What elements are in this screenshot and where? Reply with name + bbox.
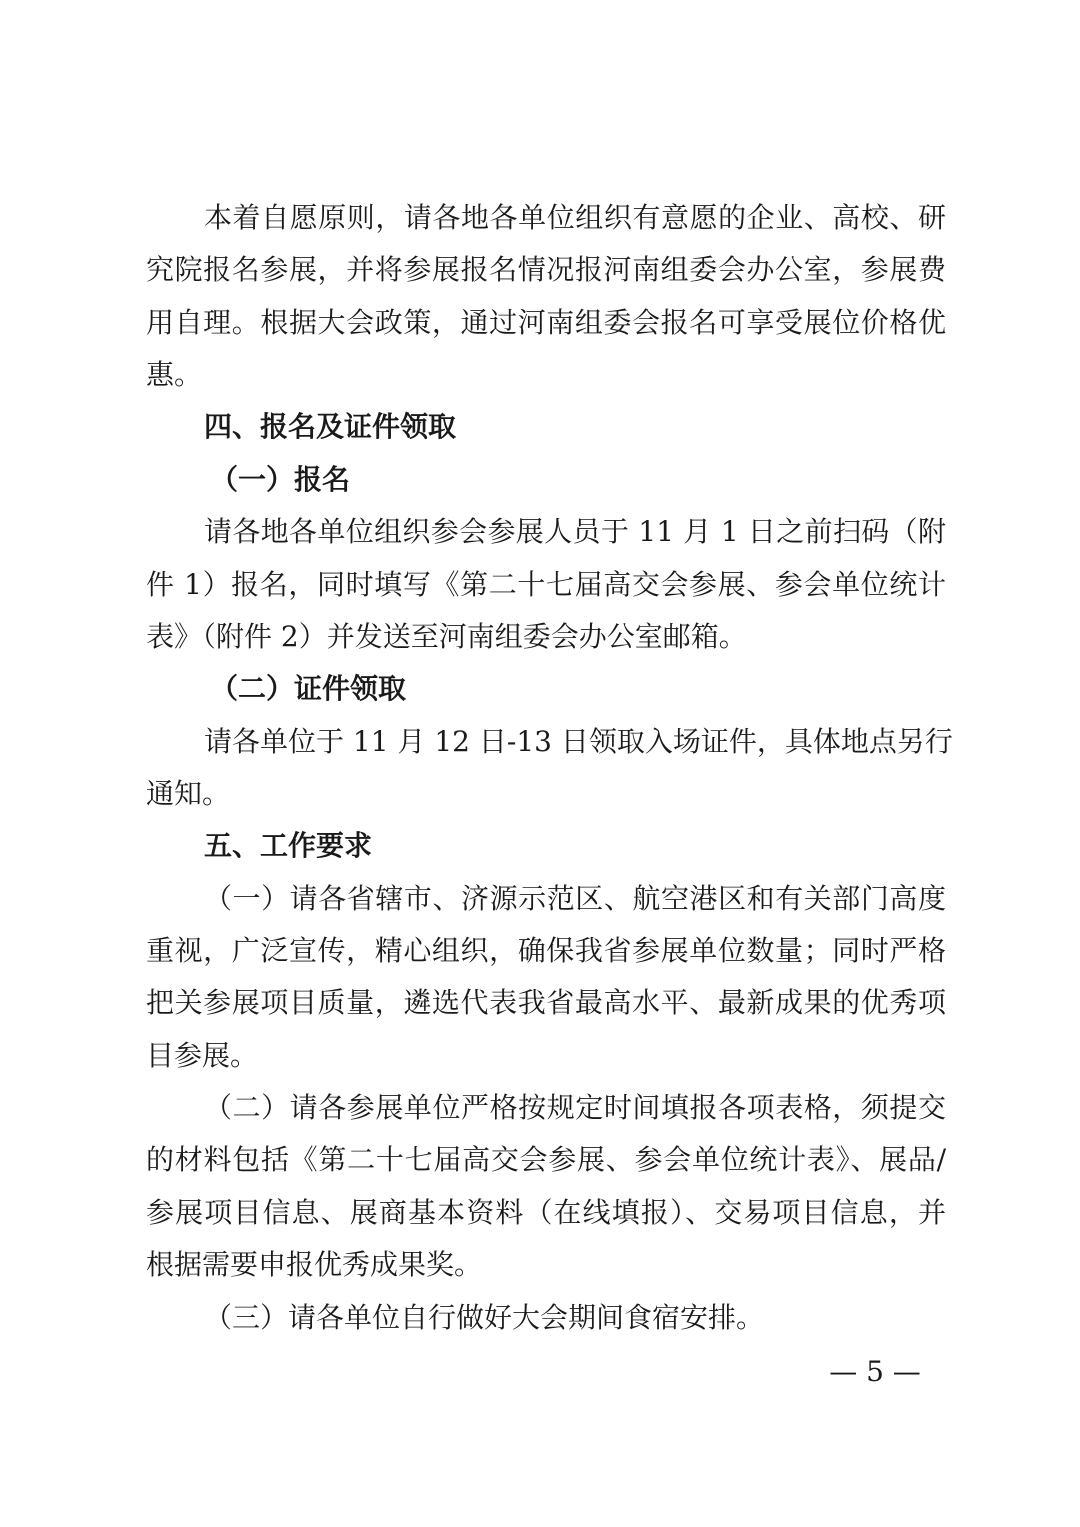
paragraph-line: 请各地各单位组织参会参展人员于 11 月 1 日之前扫码（附 bbox=[204, 515, 946, 548]
subsection-heading: （二）证件领取 bbox=[210, 672, 407, 705]
section-heading: 四、报名及证件领取 bbox=[204, 410, 457, 443]
subsection-heading: （一）报名 bbox=[210, 463, 351, 496]
paragraph-line: 通知。 bbox=[146, 777, 231, 810]
paragraph-line: 究院报名参展，并将参展报名情况报河南组委会办公室，参展费 bbox=[146, 253, 946, 286]
paragraph-line: 的材料包括《第二十七届高交会参展、参会单位统计表》、展品/ bbox=[146, 1143, 946, 1176]
section-heading: 五、工作要求 bbox=[204, 829, 373, 862]
paragraph-line: （一）请各省辖市、济源示范区、航空港区和有关部门高度 bbox=[204, 882, 946, 915]
paragraph-line: （三）请各单位自行做好大会期间食宿安排。 bbox=[204, 1301, 765, 1334]
paragraph-line: 根据需要申报优秀成果奖。 bbox=[146, 1248, 483, 1281]
paragraph-line: 本着自愿原则，请各地各单位组织有意愿的企业、高校、研 bbox=[204, 201, 946, 234]
paragraph-line: 用自理。根据大会政策，通过河南组委会报名可享受展位价格优 bbox=[146, 306, 946, 339]
paragraph-line: 重视，广泛宣传，精心组织，确保我省参展单位数量；同时严格 bbox=[146, 934, 946, 967]
paragraph-line: 请各单位于 11 月 12 日-13 日领取入场证件，具体地点另行 bbox=[204, 725, 953, 758]
paragraph-line: 表》（附件 2）并发送至河南组委会办公室邮箱。 bbox=[146, 620, 747, 653]
paragraph-line: 参展项目信息、展商基本资料（在线填报）、交易项目信息，并 bbox=[146, 1196, 946, 1229]
paragraph-line: 惠。 bbox=[146, 358, 203, 391]
paragraph-line: 件 1）报名，同时填写《第二十七届高交会参展、参会单位统计 bbox=[146, 568, 946, 601]
paragraph-line: （二）请各参展单位严格按规定时间填报各项表格，须提交 bbox=[204, 1091, 946, 1124]
paragraph-line: 目参展。 bbox=[146, 1039, 259, 1072]
page-number: — 5 — bbox=[829, 1355, 921, 1388]
paragraph-line: 把关参展项目质量，遴选代表我省最高水平、最新成果的优秀项 bbox=[146, 986, 946, 1019]
